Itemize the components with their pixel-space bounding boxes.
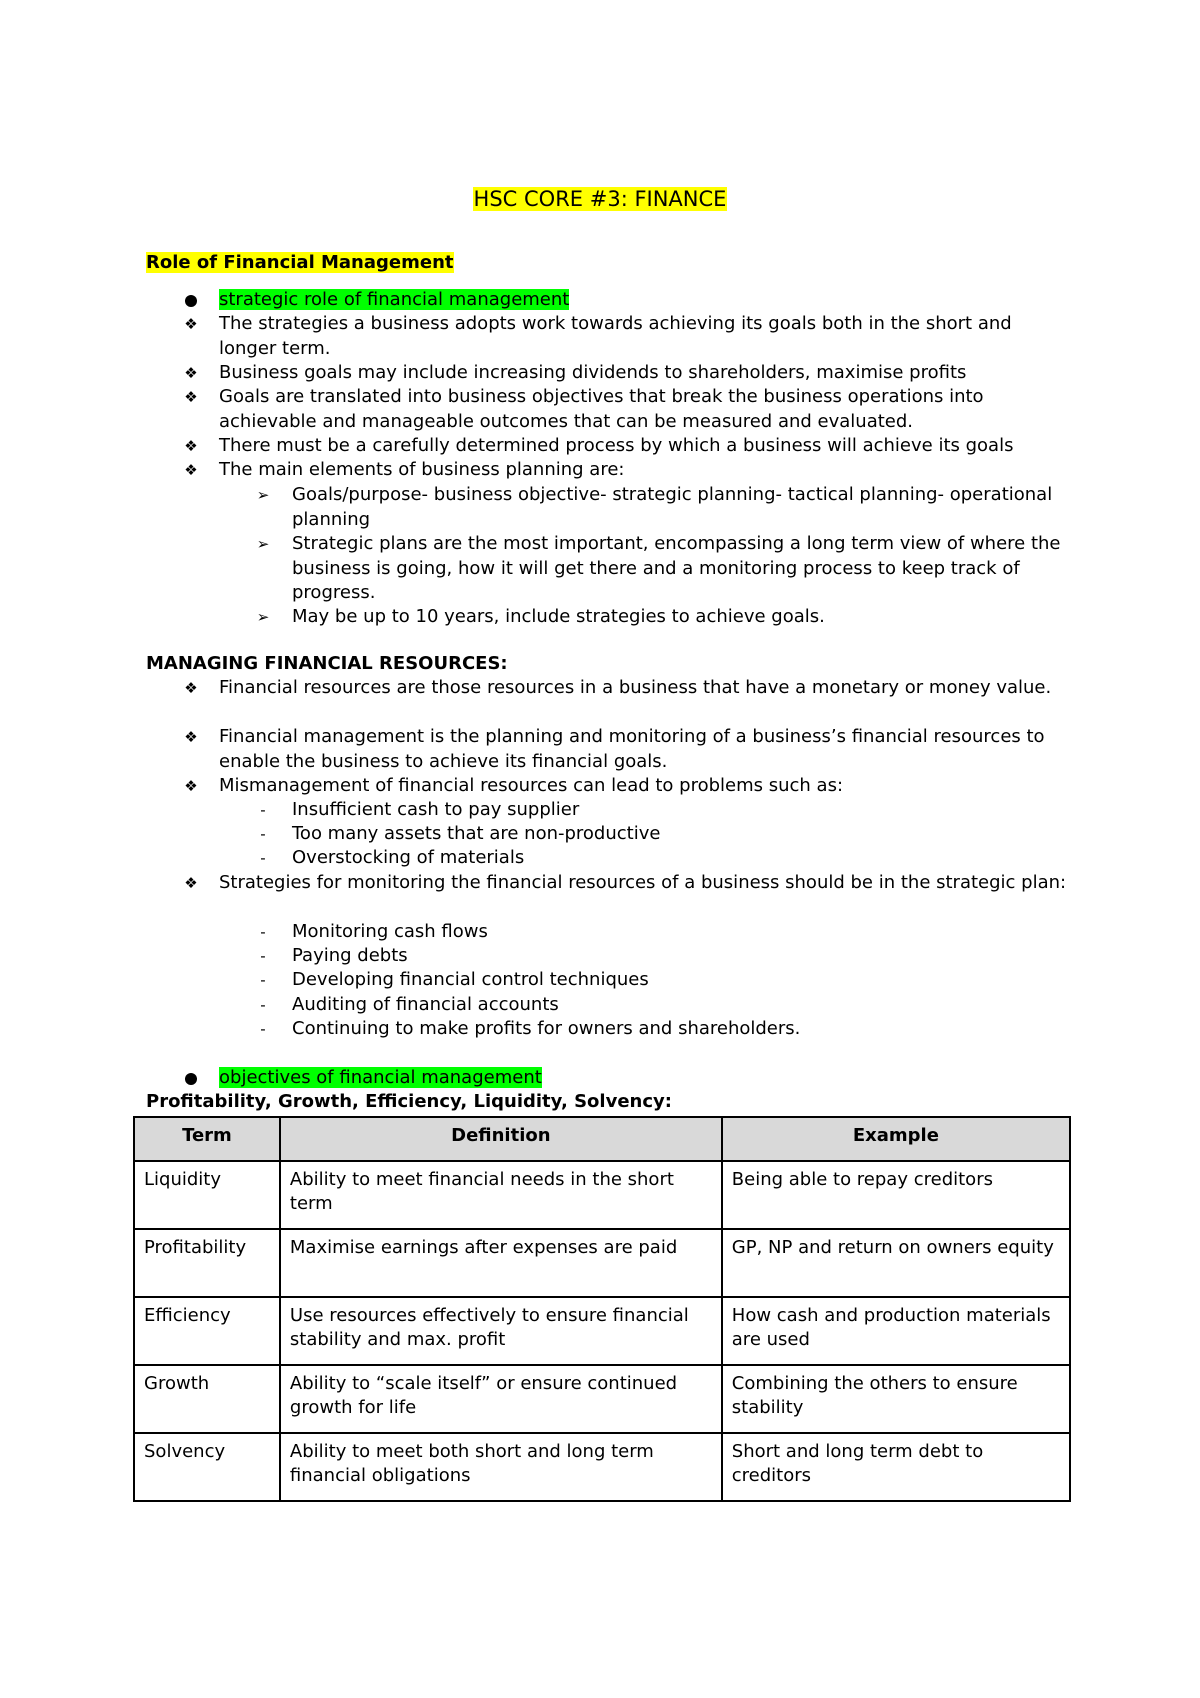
- table-row: [134, 1433, 1070, 1501]
- bullet-dot-icon: [181, 1066, 201, 1090]
- section-heading-managing: MANAGING FINANCIAL RESOURCES:: [146, 653, 508, 674]
- table-row: [134, 1365, 1070, 1433]
- table-cell: GP, NP and return on owners equity: [722, 1229, 1070, 1297]
- diamond-bullet-icon: ❖: [184, 364, 198, 382]
- diamond-bullet-icon: ❖: [184, 679, 198, 697]
- diamond-bullet-icon: ❖: [184, 315, 198, 333]
- bullet-dot-icon: [181, 288, 201, 312]
- document-page: HSC CORE #3: FINANCE Role of Financial Management strategic role of financial management ❖ The strategies a business adopts work towards achieving its goals both in the short and longer term. ❖ Business goals may include increasing dividends to shareholders, maximise profits ❖ Goals are translated into business objectives that break the business operations into achievable and manageable outcomes that can be measured and evaluated. ❖ There must be a carefully determined process by which a business will achieve its goals ❖ The main elements of business planning are: ➢ Goals/purpose- business objective- strategic planning- tactical planning- operational planning ➢ Strategic plans are the most important, encompassing a long term view of where the business is going, how it will get there and a monitoring process to keep track of progress. ➢ May be up to 10 years, include strategies to achieve goals. MANAGING FINANCIAL RESOURCES: ❖ Financial resources are those resources in a business that have a monetary or money value. ❖ Financial management is the planning and monitoring of a business’s financial resources to enable the business to achieve its financial goals. ❖ Mismanagement of financial resources can lead to problems such as: - Insufficient cash to pay supplier - Too many assets that are non-productive - Overstocking of materials ❖ Strategies for monitoring the financial resources of a business should be in the strategic plan: - Monitoring cash flows - Paying debts - Developing financial control techniques - Auditing of financial accounts - Continuing to make profits for owners and shareholders. objectives of financial management Profitability, Growth, Efficiency, Liquidity, Solvency: Term Definition Example Liquidity Ability to meet financial needs in the short term Being able to repay creditors Profitability Maximise earnings after expenses are paid GP, NP and return on owners equity Efficiency Use resources effectively to ensure financial stability and max. profit How cash and production materials are used Growth Ability to “scale itself” or ensure continued growth for life Combining the others to ensure stability Solvency Ability to meet both short and long term financial obligations Short and long term debt to creditors: [0, 0, 1200, 1698]
- table-row: [134, 1229, 1070, 1297]
- table-cell: Ability to meet financial needs in the short term: [280, 1161, 722, 1229]
- diamond-bullet-icon: ❖: [184, 437, 198, 455]
- dash-bullet-icon: -: [260, 996, 266, 1014]
- diamond-bullet-icon: ❖: [184, 874, 198, 892]
- table-cell: How cash and production materials are used: [722, 1297, 1070, 1365]
- table-cell: Liquidity: [134, 1161, 280, 1229]
- table-row: [134, 1161, 1070, 1229]
- table-header-row: [134, 1117, 1070, 1161]
- diamond-bullet-icon: ❖: [184, 461, 198, 479]
- table-cell: Combining the others to ensure stability: [722, 1365, 1070, 1433]
- objectives-table: [133, 1116, 1071, 1502]
- table-cell: Ability to “scale itself” or ensure continued growth for life: [280, 1365, 722, 1433]
- arrow-bullet-icon: ➢: [256, 486, 270, 504]
- dash-bullet-icon: -: [260, 923, 266, 941]
- table-header-cell: Example: [722, 1117, 1070, 1161]
- table-header-cell: Definition: [280, 1117, 722, 1161]
- table-header-cell: Term: [134, 1117, 280, 1161]
- table-cell: Solvency: [134, 1433, 280, 1501]
- dash-bullet-icon: -: [260, 801, 266, 819]
- page-title: HSC CORE #3: FINANCE: [473, 187, 727, 211]
- section-heading-objectives: Profitability, Growth, Efficiency, Liquidity, Solvency:: [146, 1091, 672, 1112]
- table-cell: Short and long term debt to creditors: [722, 1433, 1070, 1501]
- table-cell: Profitability: [134, 1229, 280, 1297]
- table-cell: Efficiency: [134, 1297, 280, 1365]
- table-cell: Use resources effectively to ensure financial stability and max. profit: [280, 1297, 722, 1365]
- section-heading-role: Role of Financial Management: [146, 252, 454, 273]
- dash-bullet-icon: -: [260, 947, 266, 965]
- table-cell: Being able to repay creditors: [722, 1161, 1070, 1229]
- dash-bullet-icon: -: [260, 971, 266, 989]
- arrow-bullet-icon: ➢: [256, 608, 270, 626]
- table-cell: Growth: [134, 1365, 280, 1433]
- table-cell: Ability to meet both short and long term financial obligations: [280, 1433, 722, 1501]
- arrow-bullet-icon: ➢: [256, 535, 270, 553]
- diamond-bullet-icon: ❖: [184, 777, 198, 795]
- dash-bullet-icon: -: [260, 825, 266, 843]
- table-cell: Maximise earnings after expenses are paid: [280, 1229, 722, 1297]
- dash-bullet-icon: -: [260, 1020, 266, 1038]
- dash-bullet-icon: -: [260, 849, 266, 867]
- table-row: [134, 1297, 1070, 1365]
- diamond-bullet-icon: ❖: [184, 388, 198, 406]
- diamond-bullet-icon: ❖: [184, 728, 198, 746]
